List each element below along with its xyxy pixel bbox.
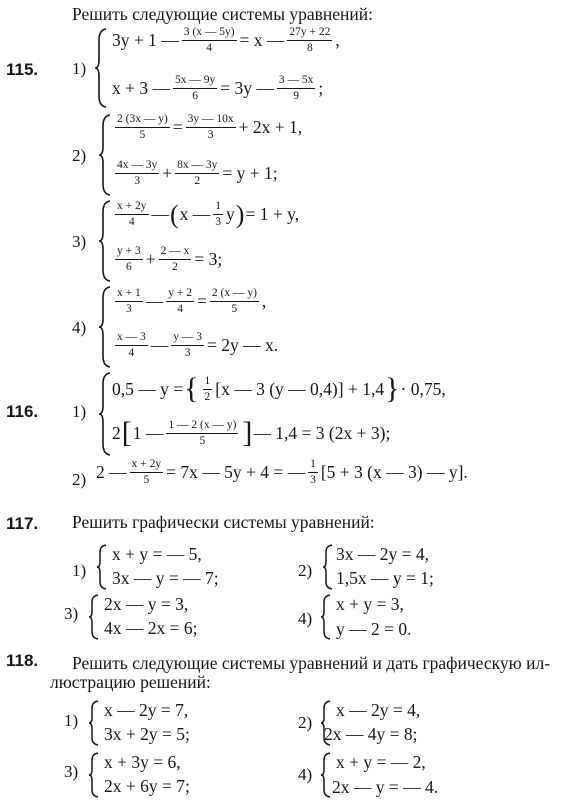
problem-number-117: 117. <box>6 514 39 533</box>
equation-117-2-a: 3x — 2y = 4, <box>336 544 429 564</box>
equation-115-1-a: 3y + 1 — $\frac{3 (x — 5y)}{4}$ = x — $\frac{27y + 22}{8}$ , <box>112 26 340 54</box>
problem-number-115: 115. <box>6 60 39 79</box>
equation-118-1-b: 3x + 2y = 5; <box>104 724 190 744</box>
equation-115-3-b: $\frac{y + 3}{6}$ + $\frac{2 — x}{2}$ = 3; <box>117 245 223 273</box>
equation-116-2: 2 — $\frac{x + 2y}{5}$ = 7x — 5y + 4 = — $\frac{1}{3}$ [5 + 3 (x — 3) — y]. <box>96 458 468 486</box>
problem-number-118: 118. <box>6 651 39 670</box>
equation-118-3-a: x + 3y = 6, <box>104 752 181 772</box>
equation-118-2-a: x — 2y = 4, <box>336 700 421 720</box>
label-115-4: 4) <box>72 318 87 337</box>
equation-115-4-a: $\frac{x + 1}{3}$ — $\frac{y + 2}{4}$ = $\frac{2 (x — y)}{5}$ , <box>117 287 267 315</box>
heading-115: Решить следующие системы уравнений: <box>72 4 374 24</box>
equation-117-4-b: y — 2 = 0. <box>336 619 412 639</box>
equation-117-4-a: x + y = 3, <box>336 594 404 614</box>
equation-115-3-a: $\frac{x + 2y}{4}$ — ( x — $\frac{1}{3}$ y ) = 1 + y, <box>117 199 300 229</box>
equation-115-4-b: $\frac{x — 3}{4}$ — $\frac{y — 3}{3}$ = 2y — x. <box>117 331 279 359</box>
equation-118-4-a: x + y = — 2, <box>336 752 426 772</box>
label-117-2: 2) <box>298 561 313 580</box>
label-118-2: 2) <box>298 713 313 732</box>
label-115-2: 2) <box>72 146 87 165</box>
brace-115-1 <box>94 28 108 108</box>
equation-118-3-b: 2x + 6y = 7; <box>104 776 190 796</box>
label-117-3: 3) <box>64 604 79 623</box>
label-118-4: 4) <box>298 765 313 784</box>
equation-115-1-b: x + 3 — $\frac{5x — 9y}{6}$ = 3y — $\frac{3 — 5x}{9}$ ; <box>112 74 324 102</box>
equation-117-3-b: 4x — 2x = 6; <box>104 618 198 638</box>
label-118-3: 3) <box>64 762 79 781</box>
brace-116-1 <box>98 372 112 456</box>
brace-115-3 <box>98 200 112 282</box>
label-117-4: 4) <box>298 609 313 628</box>
equation-118-4-b: 2x — y = — 4. <box>332 777 439 797</box>
equation-117-1-b: 3x — y = — 7; <box>112 568 219 588</box>
problem-number-116: 116. <box>6 402 39 421</box>
equation-118-2-b: 2x — 4y = 8; <box>324 724 418 744</box>
heading-118-line2: люстрацию решений: <box>50 672 211 692</box>
heading-117: Решить графически системы уравнений: <box>72 512 375 532</box>
brace-118-1 <box>88 700 100 746</box>
label-115-3: 3) <box>72 232 87 251</box>
equation-115-2-a: $\frac{2 (3x — y)}{5}$ = $\frac{3y — 10x}{3}$ + 2x + 1, <box>117 113 303 141</box>
equation-117-3-a: 2x — y = 3, <box>104 594 189 614</box>
equation-118-1-a: x — 2y = 7, <box>104 700 189 720</box>
label-116-2: 2) <box>72 470 87 489</box>
brace-117-4 <box>320 594 332 640</box>
brace-117-1 <box>96 544 108 590</box>
equation-116-1-b: 2 [ 1 — $\frac{1 — 2 (x — y)}{5}$ ] — 1,4 = 3 (2x + 3); <box>112 416 391 449</box>
equation-116-1-a: 0,5 — y = { $\frac{1}{2}$ [x — 3 (y — 0,4)] + 1,4 } · 0,75, <box>112 372 446 405</box>
equation-117-1-a: x + y = — 5, <box>112 544 202 564</box>
brace-115-2 <box>98 114 112 196</box>
label-116-1: 1) <box>72 402 87 421</box>
equation-117-2-b: 1,5x — y = 1; <box>336 568 434 588</box>
label-115-1: 1) <box>72 59 87 78</box>
label-118-1: 1) <box>64 711 79 730</box>
brace-118-3 <box>88 752 100 798</box>
brace-117-3 <box>88 594 100 640</box>
brace-117-2 <box>322 544 334 590</box>
equation-115-2-b: $\frac{4x — 3y}{3}$ + $\frac{8x — 3y}{2}$ = y + 1; <box>117 159 278 187</box>
label-117-1: 1) <box>72 561 87 580</box>
heading-118-line1: Решить следующие системы уравнений и дать графическую ил- <box>72 653 551 673</box>
brace-118-4 <box>320 752 332 798</box>
brace-115-4 <box>98 286 112 368</box>
